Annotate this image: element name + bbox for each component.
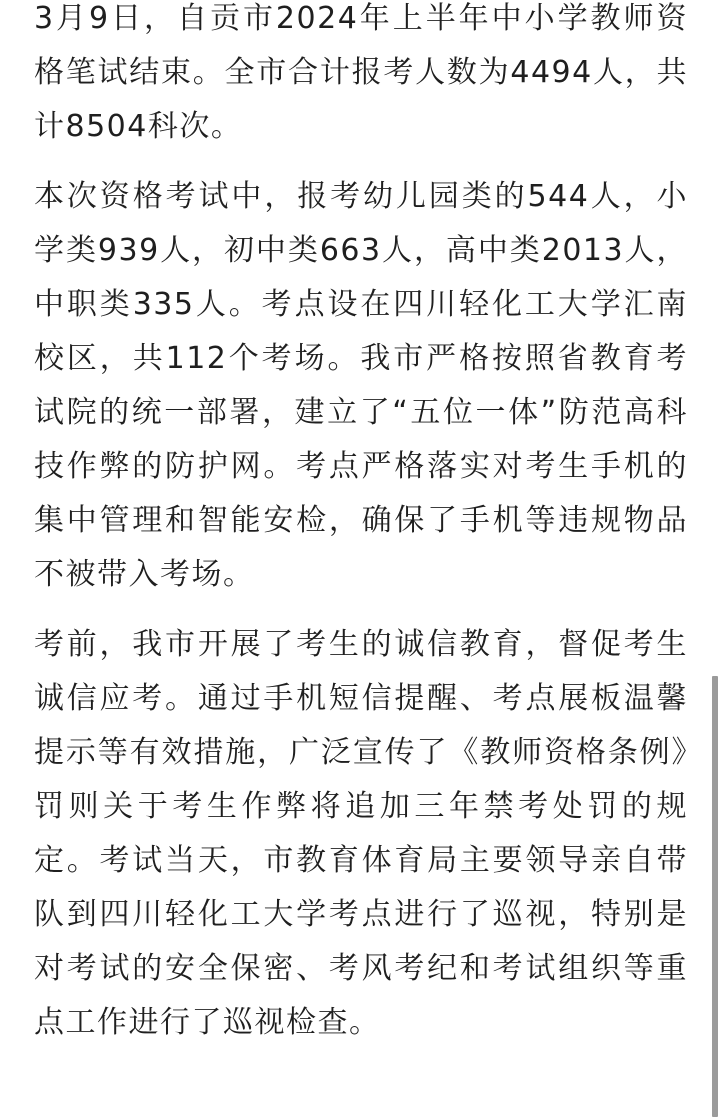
article-paragraph-1: 3月9日，自贡市2024年上半年中小学教师资格笔试结束。全市合计报考人数为4494人，共计8504科次。 <box>34 1 688 144</box>
article-paragraph-3: 考前，我市开展了考生的诚信教育，督促考生诚信应考。通过手机短信提醒、考点展板温馨提示等有效措施，广泛宣传了《教师资格条例》罚则关于考生作弊将追加三年禁考处罚的规定。考试当天，市教育体育局主要领导亲自带队到四川轻化工大学考点进行了巡视，特别是对考试的安全保密、考风考纪和考试组织等重点工作进行了巡视检查。 <box>34 627 688 1040</box>
article-paragraph-2: 本次资格考试中，报考幼儿园类的544人，小学类939人，初中类663人，高中类2013人，中职类335人。考点设在四川轻化工大学汇南校区，共112个考场。我市严格按照省教育考试院的统一部署，建立了“五位一体”防范高科技作弊的防护网。考点严格落实对考生手机的集中管理和智能安检，确保了手机等违规物品不被带入考场。 <box>34 179 688 592</box>
scrollbar-thumb[interactable] <box>712 676 718 1117</box>
article-body <box>34 0 688 1066</box>
vertical-scrollbar[interactable] <box>708 0 720 1117</box>
